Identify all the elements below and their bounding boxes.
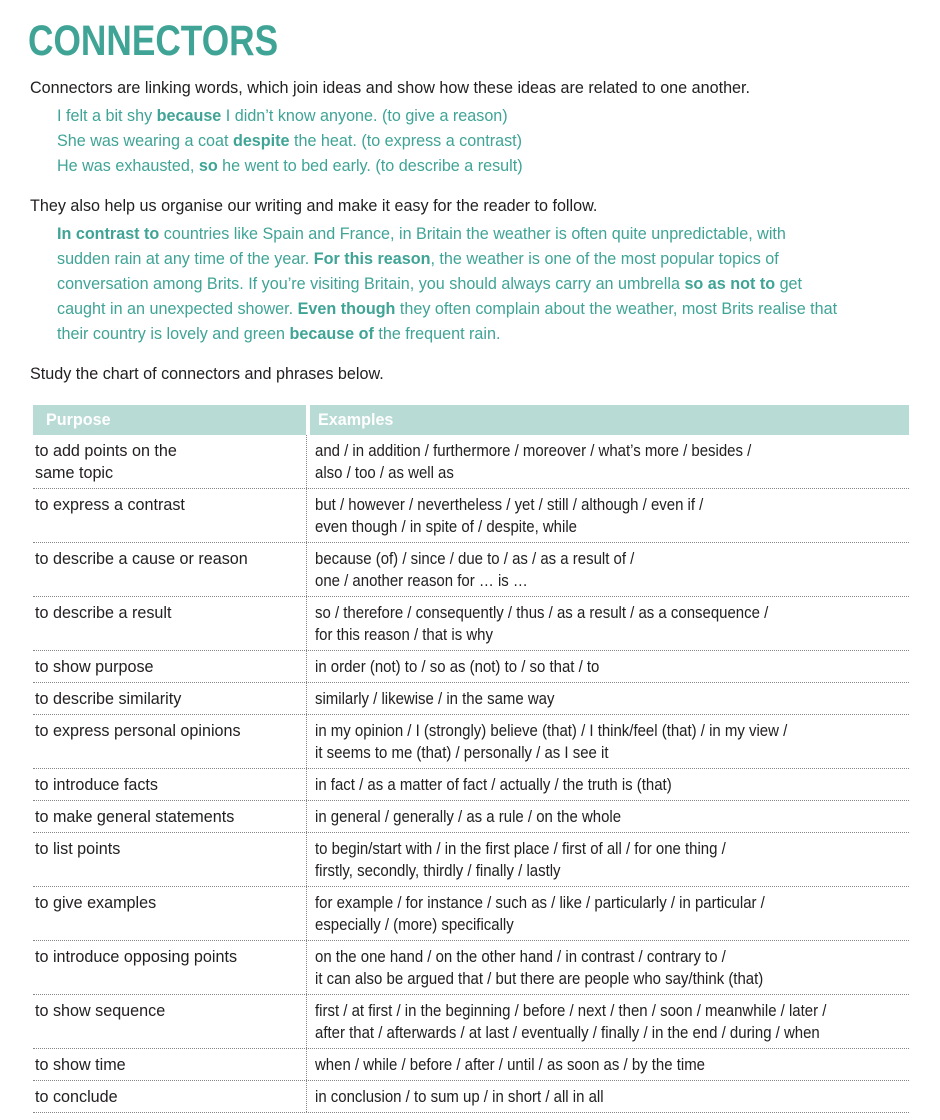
- examples-cell: [306, 489, 909, 542]
- table-row: [33, 833, 909, 887]
- purpose-cell: [33, 435, 306, 488]
- examples-cell: [306, 715, 909, 768]
- examples-cell: [306, 887, 909, 940]
- second-intro: They also help us organise our writing and make it easy for the reader to follow.: [30, 196, 598, 215]
- example-line: in conclusion / to sum up / in short / all in all: [315, 1087, 604, 1106]
- example-line: also / too / as well as: [315, 463, 454, 482]
- purpose-line: to express a contrast: [35, 495, 185, 514]
- table-row: [33, 769, 909, 801]
- example-line: one / another reason for … is …: [315, 571, 528, 590]
- purpose-line: to introduce facts: [35, 775, 158, 794]
- example-line: for example / for instance / such as / like / particularly / in particular /: [315, 893, 765, 912]
- table-row: [33, 1081, 909, 1113]
- example-line: it seems to me (that) / personally / as I see it: [315, 743, 609, 762]
- examples-cell: [306, 995, 909, 1048]
- examples-cell: [306, 543, 909, 596]
- example-line: to begin/start with / in the first place / first of all / for one thing /: [315, 839, 726, 858]
- purpose-line: to add points on the: [35, 441, 177, 460]
- table-row: [33, 683, 909, 715]
- purpose-line: to describe similarity: [35, 689, 182, 708]
- purpose-line: to show time: [35, 1055, 126, 1074]
- header-examples: [310, 405, 909, 435]
- example-line: for this reason / that is why: [315, 625, 493, 644]
- table-row: [33, 597, 909, 651]
- table-row: [33, 715, 909, 769]
- purpose-line: to express personal opinions: [35, 721, 241, 740]
- purpose-line: to introduce opposing points: [35, 947, 238, 966]
- example-line: in order (not) to / so as (not) to / so that / to: [315, 657, 600, 676]
- paragraph-line: conversation among Brits. If you’re visiting Britain, you should always carry an umbrella so as not to get: [57, 274, 803, 293]
- purpose-cell: [33, 801, 306, 832]
- purpose-line: to show purpose: [35, 657, 154, 676]
- example-line: when / while / before / after / until / as soon as / by the time: [315, 1055, 705, 1074]
- purpose-cell: [33, 769, 306, 800]
- connectors-table: [33, 405, 909, 1113]
- table-body: [33, 435, 909, 1113]
- example-line: firstly, secondly, thirdly / finally / lastly: [315, 861, 561, 880]
- example-line: first / at first / in the beginning / before / next / then / soon / meanwhile / later /: [315, 1001, 827, 1020]
- example-line: it can also be argued that / but there are people who say/think (that): [315, 969, 764, 988]
- example-line: so / therefore / consequently / thus / as a result / as a consequence /: [315, 603, 769, 622]
- example-line: and / in addition / furthermore / moreover / what’s more / besides /: [315, 441, 752, 460]
- purpose-line: to conclude: [35, 1087, 118, 1106]
- purpose-cell: [33, 715, 306, 768]
- purpose-cell: [33, 1049, 306, 1080]
- examples-cell: [306, 769, 909, 800]
- examples-cell: [306, 1049, 909, 1080]
- header-purpose-label: Purpose: [46, 410, 111, 429]
- example-line: in my opinion / I (strongly) believe (that) / I think/feel (that) / in my view /: [315, 721, 788, 740]
- purpose-line: same topic: [35, 463, 114, 482]
- table-header: [33, 405, 909, 435]
- example-line: but / however / nevertheless / yet / still / although / even if /: [315, 495, 704, 514]
- examples-cell: [306, 435, 909, 488]
- examples-cell: [306, 941, 909, 994]
- examples-cell: [306, 833, 909, 886]
- example-line: even though / in spite of / despite, while: [315, 517, 577, 536]
- purpose-cell: [33, 683, 306, 714]
- example-line: especially / (more) specifically: [315, 915, 514, 934]
- example-sentence: He was exhausted, so he went to bed early. (to describe a result): [57, 156, 523, 175]
- purpose-cell: [33, 887, 306, 940]
- example-line: on the one hand / on the other hand / in contrast / contrary to /: [315, 947, 726, 966]
- table-row: [33, 435, 909, 489]
- examples-cell: [306, 651, 909, 682]
- examples-cell: [306, 683, 909, 714]
- example-sentence: She was wearing a coat despite the heat. (to express a contrast): [57, 131, 523, 150]
- example-line: after that / afterwards / at last / eventually / finally / in the end / during / when: [315, 1023, 820, 1042]
- intro-text: Connectors are linking words, which join ideas and show how these ideas are related to one another.: [30, 78, 751, 97]
- purpose-cell: [33, 1081, 306, 1112]
- example-line: similarly / likewise / in the same way: [315, 689, 555, 708]
- header-examples-label: Examples: [318, 410, 394, 429]
- purpose-line: to describe a cause or reason: [35, 549, 248, 568]
- example-line: in fact / as a matter of fact / actually / the truth is (that): [315, 775, 672, 794]
- table-row: [33, 489, 909, 543]
- table-row: [33, 995, 909, 1049]
- purpose-line: to describe a result: [35, 603, 172, 622]
- table-row: [33, 543, 909, 597]
- purpose-cell: [33, 489, 306, 542]
- purpose-cell: [33, 651, 306, 682]
- paragraph-line: caught in an unexpected shower. Even though they often complain about the weather, most Brits realise that: [57, 299, 838, 318]
- purpose-line: to list points: [35, 839, 121, 858]
- paragraph-line: sudden rain at any time of the year. For this reason, the weather is one of the most popular topics of: [57, 249, 779, 268]
- table-row: [33, 651, 909, 683]
- table-row: [33, 941, 909, 995]
- header-purpose: [33, 405, 306, 435]
- table-row: [33, 887, 909, 941]
- purpose-line: to give examples: [35, 893, 157, 912]
- example-line: in general / generally / as a rule / on the whole: [315, 807, 622, 826]
- purpose-cell: [33, 941, 306, 994]
- purpose-line: to show sequence: [35, 1001, 166, 1020]
- purpose-cell: [33, 597, 306, 650]
- example-sentences: [57, 103, 940, 178]
- purpose-line: to make general statements: [35, 807, 235, 826]
- purpose-cell: [33, 995, 306, 1048]
- page-title: CONNECTORS: [28, 17, 279, 65]
- table-row: [33, 801, 909, 833]
- examples-cell: [306, 597, 909, 650]
- example-sentence: I felt a bit shy because I didn’t know anyone. (to give a reason): [57, 106, 508, 125]
- examples-cell: [306, 1081, 909, 1112]
- example-paragraph: [57, 221, 940, 346]
- example-line: because (of) / since / due to / as / as a result of /: [315, 549, 635, 568]
- purpose-cell: [33, 833, 306, 886]
- purpose-cell: [33, 543, 306, 596]
- examples-cell: [306, 801, 909, 832]
- paragraph-line: their country is lovely and green because of the frequent rain.: [57, 324, 501, 343]
- paragraph-line: In contrast to countries like Spain and France, in Britain the weather is often quite unpredictable, with: [57, 224, 786, 243]
- table-row: [33, 1049, 909, 1081]
- study-instruction: Study the chart of connectors and phrases below.: [30, 364, 384, 383]
